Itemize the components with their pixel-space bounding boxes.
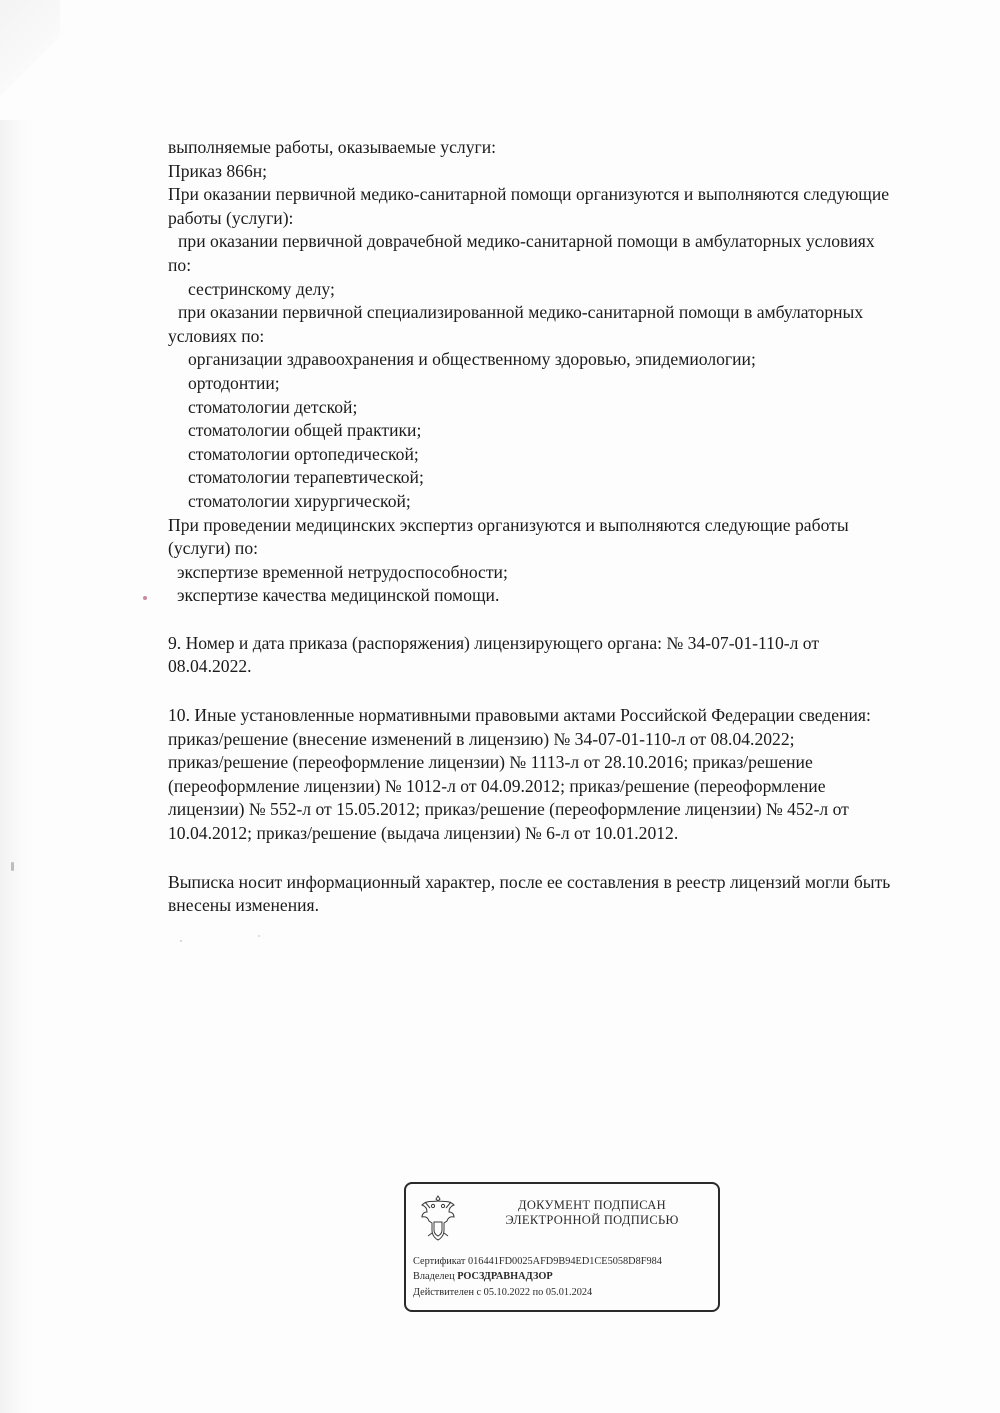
text-line: при оказании первичной доврачебной медико-санитарной помощи в амбулаторных условиях xyxy=(178,231,875,252)
item-10-line: 10. Иные установленные нормативными правовыми актами Российской Федерации сведения: xyxy=(168,705,871,726)
text-line: выполняемые работы, оказываемые услуги: xyxy=(168,137,497,157)
item-9-line: 08.04.2022. xyxy=(168,656,252,677)
item-10-line: приказ/решение (переоформление лицензии) № 1113-л от 28.10.2016; приказ/решение xyxy=(168,752,813,773)
stamp-owner-value: РОСЗДРАВНАДЗОР xyxy=(457,1271,553,1282)
text-line: стоматологии терапевтической; xyxy=(188,467,424,488)
text-line: ортодонтии; xyxy=(188,372,280,393)
electronic-signature-stamp xyxy=(404,1182,720,1312)
document-body xyxy=(168,136,968,918)
text-line: по: xyxy=(168,254,192,275)
text-line: стоматологии хирургической; xyxy=(188,490,411,511)
stamp-title-line: ЭЛЕКТРОННОЙ ПОДПИСЬЮ xyxy=(505,1213,679,1227)
text-line: При проведении медицинских экспертиз организуются и выполняются следующие работы xyxy=(168,514,849,535)
text-line: при оказании первичной специализированной медико-санитарной помощи в амбулаторных xyxy=(178,302,864,323)
text-line: экспертизе качества медицинской помощи. xyxy=(177,585,500,606)
text-line: организации здравоохранения и общественному здоровью, эпидемиологии; xyxy=(188,349,756,370)
text-line: экспертизе временной нетрудоспособности; xyxy=(177,561,508,582)
note-line: внесены изменения. xyxy=(168,895,320,916)
scan-speck xyxy=(11,862,14,871)
text-line: стоматологии общей практики; xyxy=(188,420,422,441)
scan-speck xyxy=(143,596,147,600)
text-line: стоматологии ортопедической; xyxy=(188,443,419,464)
stamp-owner-label: Владелец xyxy=(413,1271,455,1282)
text-line: работы (услуги): xyxy=(168,207,294,228)
text-line: условиях по: xyxy=(168,325,265,346)
stamp-owner xyxy=(413,1270,553,1283)
page-fold-shadow xyxy=(0,0,60,130)
coat-of-arms-icon xyxy=(418,1192,458,1244)
text-line: При оказании первичной медико-санитарной помощи организуются и выполняются следующие xyxy=(168,184,890,205)
text-line: сестринскому делу; xyxy=(188,278,335,299)
scan-speck xyxy=(180,940,182,942)
scan-speck xyxy=(258,935,260,937)
text-line: (услуги) по: xyxy=(168,538,259,559)
item-9-line: 9. Номер и дата приказа (распоряжения) лицензирующего органа: № 34-07-01-110-л от xyxy=(168,632,820,653)
paragraph-gap xyxy=(168,679,968,704)
stamp-certificate: Сертификат 016441FD0025AFD9B94ED1CE5058D8F984 xyxy=(413,1256,662,1267)
note-line: Выписка носит информационный характер, после ее составления в реестр лицензий могли быть xyxy=(168,871,891,892)
text-line: стоматологии детской; xyxy=(188,396,358,417)
item-10-line: приказ/решение (внесение изменений в лицензию) № 34-07-01-110-л от 08.04.2022; xyxy=(168,728,795,749)
text-line: Приказ 866н; xyxy=(168,160,268,181)
item-10-line: лицензии) № 552-л от 15.05.2012; приказ/решение (переоформление лицензии) № 452-л от xyxy=(168,799,849,820)
paragraph-gap xyxy=(168,846,968,871)
page-edge-shadow xyxy=(0,120,34,1413)
item-10-line: 10.04.2012; приказ/решение (выдача лицензии) № 6-л от 10.01.2012. xyxy=(168,823,679,844)
stamp-title-line: ДОКУМЕНТ ПОДПИСАН xyxy=(518,1198,666,1212)
stamp-validity: Действителен с 05.10.2022 по 05.01.2024 xyxy=(413,1287,593,1298)
paragraph-gap xyxy=(168,608,968,632)
stamp-title xyxy=(476,1198,708,1228)
item-10-line: (переоформление лицензии) № 1012-л от 04.09.2012; приказ/решение (переоформление xyxy=(168,775,826,796)
